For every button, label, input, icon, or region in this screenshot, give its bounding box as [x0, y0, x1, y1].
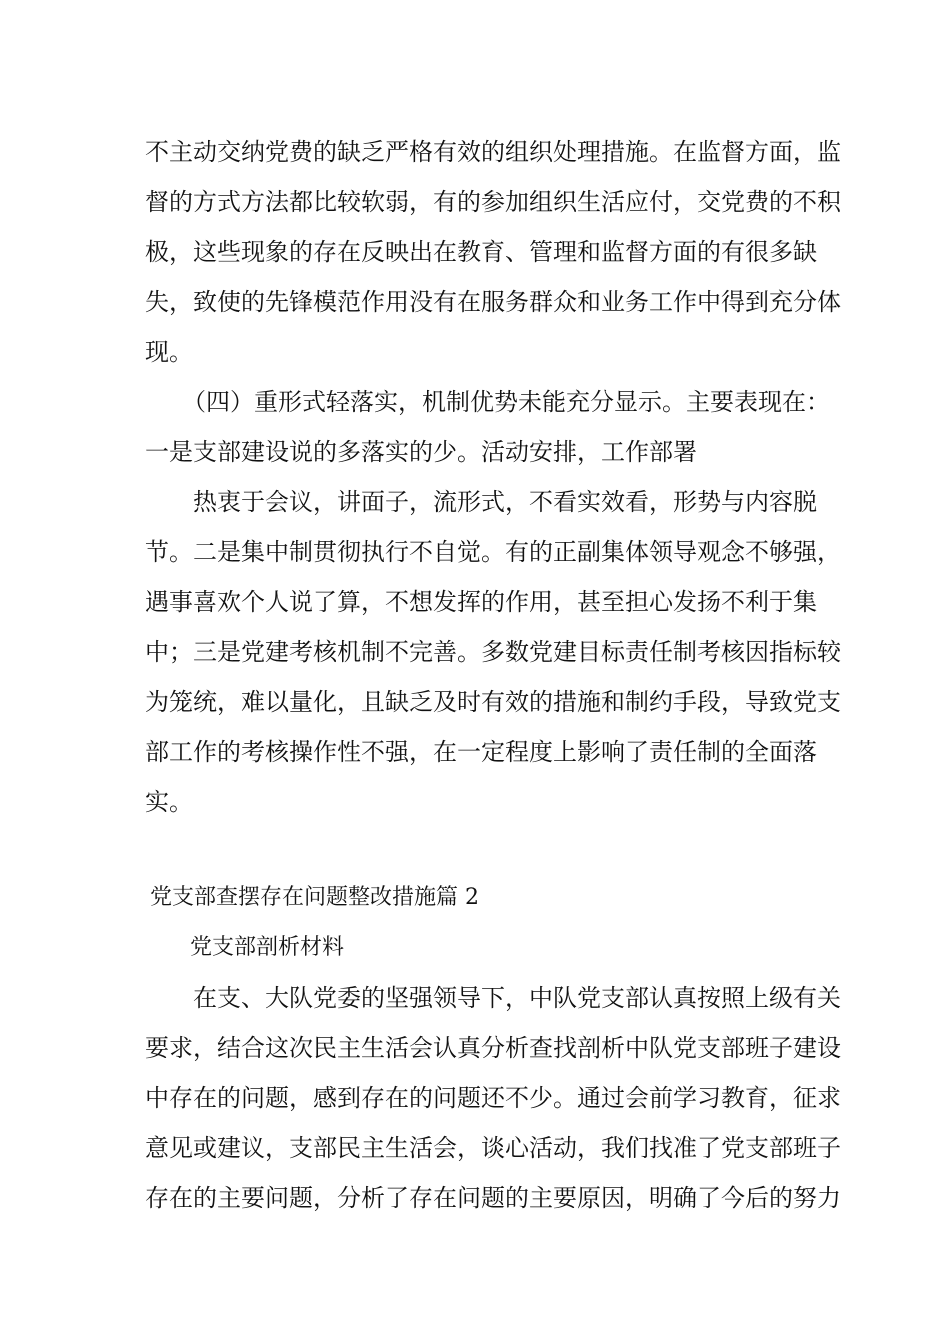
text-line: 现。 — [145, 338, 193, 366]
subtitle: 党支部剖析材料 — [190, 935, 345, 960]
section-title: 党支部查摆存在问题整改措施篇 2 — [150, 885, 479, 910]
text-line: 要求，结合这次民主生活会认真分析查找剖析中队党支部班子建设 — [145, 1034, 841, 1062]
text-line: 一是支部建设说的多落实的少。活动安排，工作部署 — [145, 438, 697, 466]
text-line: 存在的主要问题，分析了存在问题的主要原因，明确了今后的努力 — [145, 1184, 841, 1212]
text-line: 极，这些现象的存在反映出在教育、管理和监督方面的有很多缺 — [145, 238, 817, 266]
text-line: 部工作的考核操作性不强，在一定程度上影响了责任制的全面落 — [145, 738, 817, 766]
text-line: 遇事喜欢个人说了算，不想发挥的作用，甚至担心发扬不利于集 — [145, 588, 817, 616]
text-line: 为笼统，难以量化，且缺乏及时有效的措施和制约手段，导致党支 — [145, 688, 841, 716]
text-line: 在支、大队党委的坚强领导下，中队党支部认真按照上级有关 — [193, 984, 841, 1012]
text-line: 中存在的问题，感到存在的问题还不少。通过会前学习教育，征求 — [145, 1084, 841, 1112]
text-line: 督的方式方法都比较软弱，有的参加组织生活应付，交党费的不积 — [145, 188, 841, 216]
text-line: 不主动交纳党费的缺乏严格有效的组织处理措施。在监督方面，监 — [145, 138, 841, 166]
text-line: 意见或建议，支部民主生活会，谈心活动，我们找准了党支部班子 — [145, 1134, 841, 1162]
text-line: 失，致使的先锋模范作用没有在服务群众和业务工作中得到充分体 — [145, 288, 841, 316]
text-line: 热衷于会议，讲面子，流形式，不看实效看，形势与内容脱 — [193, 488, 817, 516]
text-line: 节。二是集中制贯彻执行不自觉。有的正副集体领导观念不够强， — [145, 538, 841, 566]
text-line: 中；三是党建考核机制不完善。多数党建目标责任制考核因指标较 — [145, 638, 841, 666]
text-line: 实。 — [145, 788, 193, 816]
text-line: （四）重形式轻落实，机制优势未能充分显示。主要表现在： — [182, 388, 830, 416]
